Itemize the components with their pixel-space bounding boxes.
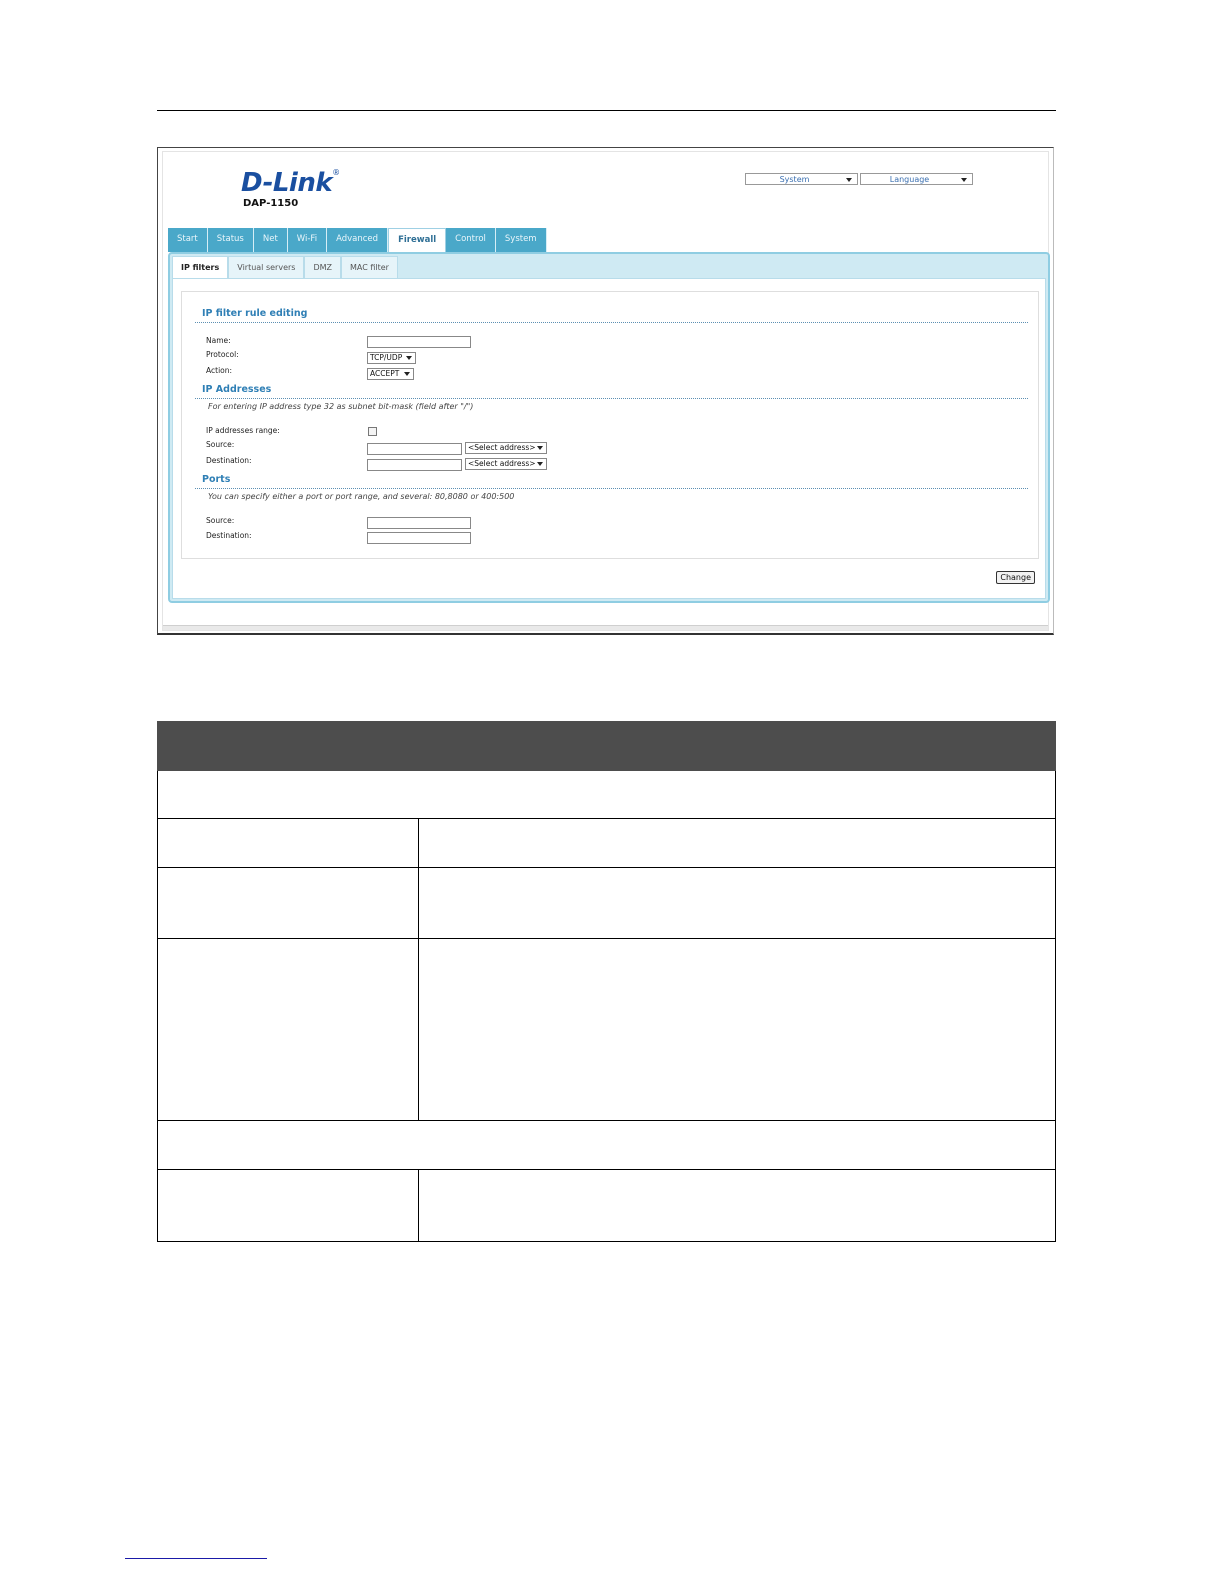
chevron-down-icon xyxy=(961,178,967,182)
firewall-panel xyxy=(168,252,1050,603)
protocol-value: TCP/UDP xyxy=(370,353,403,362)
logo-text: D-Link xyxy=(241,168,333,198)
tab-status[interactable]: Status xyxy=(208,228,254,252)
table-section-row xyxy=(157,1121,1056,1170)
ip-source-label: Source: xyxy=(206,440,235,449)
dlink-logo xyxy=(241,168,341,209)
chevron-down-icon xyxy=(404,372,410,376)
port-source-input[interactable] xyxy=(367,517,471,529)
ip-destination-select[interactable] xyxy=(465,458,547,470)
description-table xyxy=(157,721,1056,1242)
port-destination-input[interactable] xyxy=(367,532,471,544)
sub-tabs xyxy=(172,256,398,278)
ports-hint: You can specify either a port or port range, and several: 80,8080 or 400:500 xyxy=(208,492,515,501)
column-divider xyxy=(418,1170,419,1241)
router-screenshot xyxy=(157,147,1054,635)
table-section-row xyxy=(157,771,1056,819)
action-value: ACCEPT xyxy=(370,369,400,378)
section-divider xyxy=(195,398,1028,399)
chevron-down-icon xyxy=(537,462,543,466)
footnote-rule xyxy=(125,1558,267,1559)
tab-control[interactable]: Control xyxy=(446,228,496,252)
system-menu-label: System xyxy=(779,175,810,184)
chevron-down-icon xyxy=(846,178,852,182)
ip-destination-input[interactable] xyxy=(367,459,462,471)
action-select[interactable] xyxy=(367,368,414,380)
table-header xyxy=(157,721,1056,771)
tab-wifi[interactable]: Wi-Fi xyxy=(288,228,327,252)
rule-editing-title: IP filter rule editing xyxy=(202,308,308,319)
tab-firewall[interactable]: Firewall xyxy=(388,228,446,252)
ip-source-select[interactable] xyxy=(465,442,547,454)
column-divider xyxy=(418,868,419,938)
table-row xyxy=(157,868,1056,939)
tab-start[interactable]: Start xyxy=(168,228,208,252)
column-divider xyxy=(418,939,419,1120)
browser-viewport xyxy=(162,151,1049,631)
column-divider xyxy=(418,819,419,867)
port-source-label: Source: xyxy=(206,516,235,525)
ip-addresses-title: IP Addresses xyxy=(202,384,272,395)
ip-source-input[interactable] xyxy=(367,443,462,455)
main-tabs xyxy=(168,228,547,252)
protocol-select[interactable] xyxy=(367,352,416,364)
ip-addresses-hint: For entering IP address type 32 as subnet bit-mask (field after "/") xyxy=(208,402,474,411)
subtab-ip-filters[interactable]: IP filters xyxy=(172,256,228,278)
panel-content xyxy=(172,278,1046,599)
action-label: Action: xyxy=(206,366,233,375)
language-select[interactable] xyxy=(860,173,973,185)
ip-source-select-value: <Select address> xyxy=(468,443,536,452)
table-row xyxy=(157,819,1056,868)
ip-destination-label: Destination: xyxy=(206,456,252,465)
subtab-mac-filter[interactable]: MAC filter xyxy=(341,256,398,278)
tab-advanced[interactable]: Advanced xyxy=(327,228,388,252)
protocol-label: Protocol: xyxy=(206,350,239,359)
section-divider xyxy=(195,488,1028,489)
change-button[interactable]: Change xyxy=(996,571,1035,584)
section-divider xyxy=(195,322,1028,323)
language-select-label: Language xyxy=(889,175,930,184)
ip-destination-select-value: <Select address> xyxy=(468,459,536,468)
subtab-virtual-servers[interactable]: Virtual servers xyxy=(228,256,304,278)
subtab-dmz[interactable]: DMZ xyxy=(304,256,341,278)
logo-registered-mark: ® xyxy=(332,168,341,177)
browser-bottom-bar xyxy=(163,625,1048,630)
chevron-down-icon xyxy=(406,356,412,360)
chevron-down-icon xyxy=(537,446,543,450)
ports-title: Ports xyxy=(202,474,231,485)
ip-range-checkbox[interactable] xyxy=(368,427,377,436)
page-header-rule xyxy=(157,110,1056,111)
tab-net[interactable]: Net xyxy=(254,228,288,252)
tab-system[interactable]: System xyxy=(496,228,547,252)
name-label: Name: xyxy=(206,336,231,345)
rule-form xyxy=(181,291,1039,559)
port-destination-label: Destination: xyxy=(206,531,252,540)
table-row xyxy=(157,1170,1056,1242)
system-menu-select[interactable] xyxy=(745,173,858,185)
device-model: DAP-1150 xyxy=(243,198,299,209)
name-input[interactable] xyxy=(367,336,471,348)
table-row xyxy=(157,939,1056,1121)
ip-range-label: IP addresses range: xyxy=(206,426,280,435)
